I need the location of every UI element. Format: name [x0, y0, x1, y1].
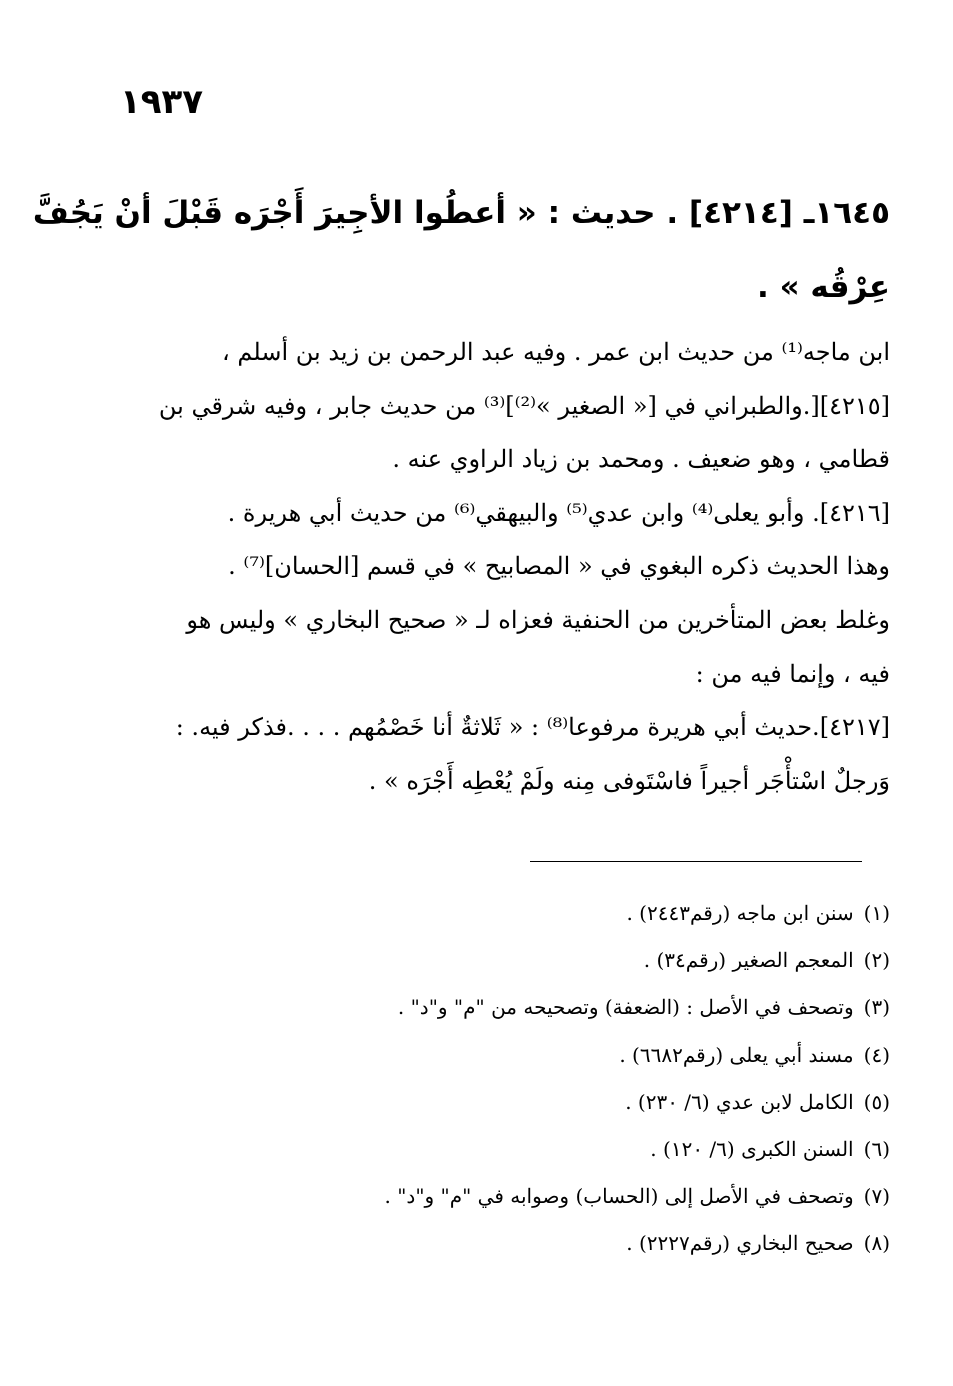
footnote-text: المعجم الصغير (رقم٣٤) . [643, 948, 854, 973]
body-line: ابن ماجه⁽¹⁾ من حديث ابن عمر . وفيه عبد الرحمن بن زيد بن أسلم ، [222, 338, 890, 366]
body-line: [٤٢١٥][.والطبراني في [« الصغير »⁽²⁾]⁽³⁾ من حديث جابر ، وفيه شرقي بن [158, 391, 890, 420]
footnote-number: (٤) [863, 1042, 890, 1067]
footnotes-list [110, 890, 890, 1268]
footnote-number: (٦) [863, 1137, 890, 1162]
footnote [110, 1079, 890, 1126]
footnote-text: السنن الكبرى (٦/ ١٢٠) . [650, 1137, 854, 1162]
footnote-text: وتصحف في الأصل إلى (الحساب) وصوابه في "م" و"د" . [384, 1184, 854, 1209]
footnote-text: مسند أبي يعلى (رقم٦٦٨٢) . [619, 1042, 854, 1067]
footnote [110, 1032, 890, 1079]
footnote-text: وتصحف في الأصل : (الضعفة) وتصحيحه من "م" و"د" . [397, 995, 854, 1020]
footnote-number: (١) [863, 901, 890, 925]
footnote-number: (٨) [863, 1231, 890, 1256]
body-line: وَرجلٌ اسْتأْجَر أجيراً فاسْتَوفى مِنه ولَمْ يُعْطِه أَجْرَه » . [368, 766, 890, 795]
footnote-number: (٢) [863, 948, 890, 973]
footnote [110, 1220, 890, 1267]
body-line: وهذا الحديث ذكره البغوي في « المصابيح » في قسم [الحسان]⁽⁷⁾ . [228, 552, 890, 581]
footnote-text: سنن ابن ماجه (رقم٢٤٤٣) . [626, 901, 854, 925]
commentary-body [110, 326, 890, 808]
hadith-heading [32, 176, 890, 324]
heading-line: عِرْقُه » . [757, 269, 890, 305]
body-line: وغلط بعض المتأخرين من الحنفية فعزاه لـ « صحيح البخاري » وليس هو [186, 605, 890, 634]
footnote [110, 1126, 890, 1173]
footnote [110, 937, 890, 984]
body-line: فيه ، وإنما فيه من : [695, 659, 890, 688]
footnote [110, 1173, 890, 1220]
footnote-number: (٥) [863, 1089, 890, 1114]
footnote [110, 890, 890, 937]
footnote-text: الكامل لابن عدي (٦/ ٢٣٠) . [625, 1089, 854, 1114]
footnote-number: (٧) [863, 1184, 890, 1209]
footnote-number: (٣) [863, 995, 890, 1020]
footnote-separator [530, 861, 862, 862]
body-line: قطامي ، وهو ضعيف . ومحمد بن زياد الراوي عنه . [392, 445, 890, 474]
footnote-text: صحيح البخاري (رقم٢٢٢٧) . [626, 1231, 854, 1256]
page-number: ١٩٣٧ [120, 82, 204, 122]
body-line: [٤٢١٦]. وأبو يعلى⁽⁴⁾ وابن عدي⁽⁵⁾ والبيهقي⁽⁶⁾ من حديث أبي هريرة . [227, 498, 890, 527]
footnote [110, 984, 890, 1031]
heading-line: ١٦٤٥ـ [٤٢١٤] . حديث : « أعطُوا الأجِيرَ أَجْرَه قَبْلَ أنْ يَجُفَّ [32, 195, 890, 231]
body-line: [٤٢١٧].حديث أبي هريرة مرفوعا⁽⁸⁾ : « ثَلاثةٌ أنا خَصْمُهم . . . .فذكر فيه. : [175, 713, 890, 742]
